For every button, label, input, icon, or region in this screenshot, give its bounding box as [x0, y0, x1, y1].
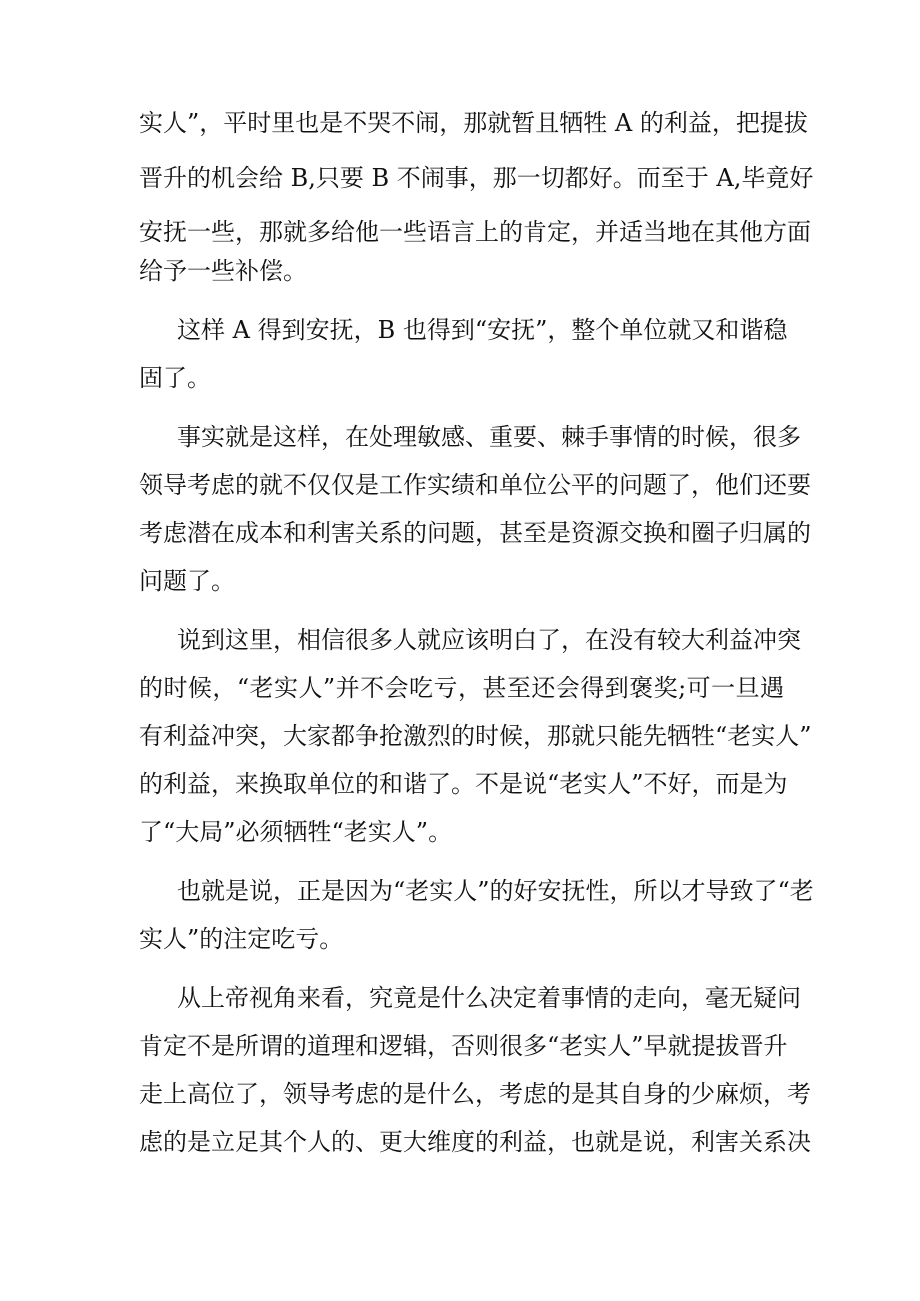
text-line: 也就是说，正是因为“老实人”的好安抚性，所以才导致了“老: [177, 877, 814, 905]
text-line: 实人”的注定吃亏。: [139, 925, 344, 953]
text-line: 固了。: [139, 364, 211, 392]
text-line: 给予一些补偿。: [139, 257, 307, 285]
text-line: 安抚一些，那就多给他一些语言上的肯定，并适当地在其他方面: [139, 218, 811, 246]
text-line: 了“大局”必须牺牲“老实人”。: [139, 818, 453, 846]
text-line: 的利益，来换取单位的和谐了。不是说“老实人”不好，而是为: [139, 770, 788, 798]
text-line: 说到这里，相信很多人就应该明白了，在没有较大利益冲突: [177, 626, 801, 654]
text-line: 考虑潜在成本和利害关系的问题，甚至是资源交换和圈子归属的: [139, 519, 811, 547]
text-line: 晋升的机会给 B,只要 B 不闹事，那一切都好。而至于 A,毕竟好: [139, 164, 814, 192]
text-line: 领导考虑的就不仅仅是工作实绩和单位公平的问题了，他们还要: [139, 471, 811, 499]
text-line: 从上帝视角来看，究竟是什么决定着事情的走向，毫无疑问: [177, 984, 801, 1012]
text-line: 虑的是立足其个人的、更大维度的利益，也就是说，利害关系决: [139, 1128, 811, 1156]
text-line: 事实就是这样，在处理敏感、重要、棘手事情的时候，很多: [177, 423, 801, 451]
text-line: 肯定不是所谓的道理和逻辑，否则很多“老实人”早就提拔晋升: [139, 1032, 788, 1060]
text-line: 有利益冲突，大家都争抢激烈的时候，那就只能先牺牲“老实人”: [139, 722, 812, 750]
text-line: 这样 A 得到安抚，B 也得到“安抚”，整个单位就又和谐稳: [177, 316, 788, 344]
text-line: 走上高位了，领导考虑的是什么，考虑的是其自身的少麻烦，考: [139, 1080, 811, 1108]
text-line: 问题了。: [139, 567, 235, 595]
text-line: 实人”，平时里也是不哭不闹，那就暂且牺牲 A 的利益，把提拔: [139, 109, 808, 137]
text-line: 的时候，“老实人”并不会吃亏，甚至还会得到褒奖;可一旦遇: [139, 674, 784, 702]
